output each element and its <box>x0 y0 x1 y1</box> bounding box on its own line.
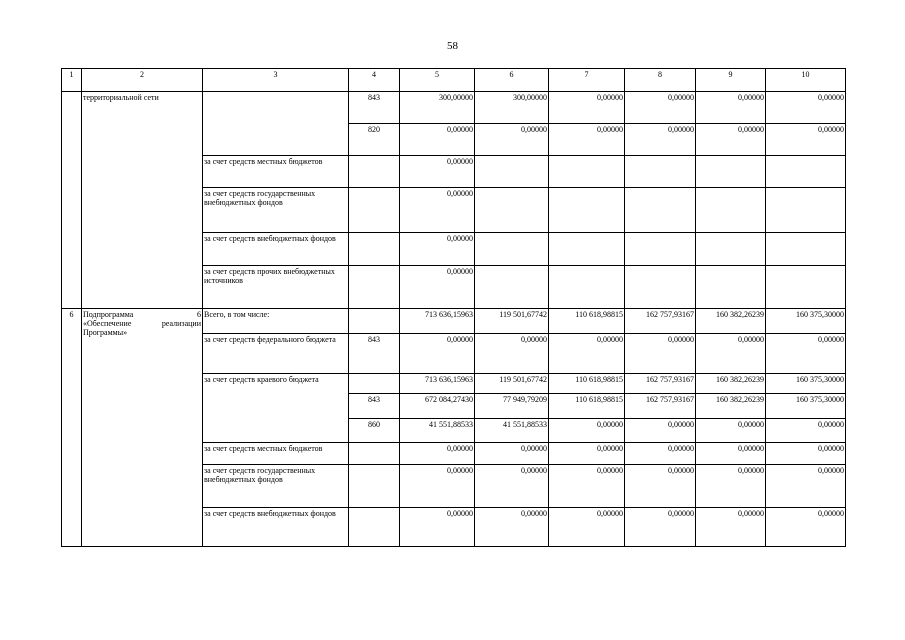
header-cell: 1 <box>62 69 82 92</box>
header-cell: 6 <box>475 69 549 92</box>
value-cell: 0,00000 <box>625 92 696 124</box>
value-cell: 0,00000 <box>766 419 846 443</box>
value-cell: 0,00000 <box>549 92 625 124</box>
value-cell: 0,00000 <box>696 419 766 443</box>
program-name-text: Программы» <box>83 328 128 338</box>
code-cell <box>349 233 400 266</box>
funding-source-cell: за счет средств краевого бюджета <box>203 374 349 443</box>
value-cell: 160 375,30000 <box>766 374 846 394</box>
value-cell: 119 501,67742 <box>475 374 549 394</box>
value-cell <box>625 188 696 233</box>
value-cell: 160 382,26239 <box>696 374 766 394</box>
value-cell <box>766 233 846 266</box>
value-cell: 0,00000 <box>625 124 696 156</box>
value-cell: 0,00000 <box>696 508 766 547</box>
value-cell <box>549 266 625 309</box>
value-cell: 0,00000 <box>696 465 766 508</box>
value-cell: 300,00000 <box>400 92 475 124</box>
value-cell: 0,00000 <box>400 188 475 233</box>
value-cell: 110 618,98815 <box>549 374 625 394</box>
funding-source-cell: за счет средств прочих внебюджетных источников <box>203 266 349 309</box>
funding-source-cell: за счет средств государственных внебюджетных фондов <box>203 465 349 508</box>
value-cell <box>766 156 846 188</box>
value-cell: 0,00000 <box>766 124 846 156</box>
value-cell: 0,00000 <box>625 465 696 508</box>
header-cell: 7 <box>549 69 625 92</box>
value-cell: 0,00000 <box>625 419 696 443</box>
value-cell: 162 757,93167 <box>625 374 696 394</box>
value-cell: 119 501,67742 <box>475 309 549 334</box>
value-cell: 713 636,15963 <box>400 374 475 394</box>
value-cell: 0,00000 <box>625 334 696 374</box>
value-cell: 160 375,30000 <box>766 309 846 334</box>
value-cell: 0,00000 <box>696 334 766 374</box>
table-row <box>62 92 846 124</box>
value-cell <box>475 233 549 266</box>
code-cell <box>349 188 400 233</box>
value-cell: 162 757,93167 <box>625 309 696 334</box>
value-cell: 0,00000 <box>625 508 696 547</box>
value-cell: 110 618,98815 <box>549 394 625 419</box>
value-cell: 0,00000 <box>766 334 846 374</box>
value-cell: 160 382,26239 <box>696 309 766 334</box>
code-cell: 843 <box>349 334 400 374</box>
value-cell: 0,00000 <box>625 443 696 465</box>
value-cell: 713 636,15963 <box>400 309 475 334</box>
value-cell: 0,00000 <box>766 465 846 508</box>
value-cell: 0,00000 <box>696 92 766 124</box>
value-cell: 0,00000 <box>475 443 549 465</box>
value-cell <box>549 156 625 188</box>
funding-source-cell: за счет средств местных бюджетов <box>203 443 349 465</box>
value-cell: 300,00000 <box>475 92 549 124</box>
value-cell <box>549 233 625 266</box>
header-cell: 9 <box>696 69 766 92</box>
value-cell <box>475 266 549 309</box>
value-cell <box>475 156 549 188</box>
value-cell <box>696 266 766 309</box>
value-cell: 0,00000 <box>475 465 549 508</box>
activity-name-cell: территориальной сети <box>82 92 203 309</box>
funding-source-cell: за счет средств федерального бюджета <box>203 334 349 374</box>
value-cell <box>625 266 696 309</box>
program-name-text: «Обеспечение <box>83 319 132 329</box>
value-cell: 41 551,88533 <box>400 419 475 443</box>
header-cell: 8 <box>625 69 696 92</box>
value-cell: 0,00000 <box>400 465 475 508</box>
value-cell <box>766 266 846 309</box>
program-name-text: реализации <box>161 319 201 329</box>
code-cell <box>349 508 400 547</box>
header-row <box>62 69 846 92</box>
value-cell <box>696 156 766 188</box>
value-cell: 0,00000 <box>766 92 846 124</box>
value-cell <box>696 233 766 266</box>
value-cell: 0,00000 <box>549 508 625 547</box>
value-cell: 0,00000 <box>400 508 475 547</box>
funding-source-cell: за счет средств внебюджетных фондов <box>203 233 349 266</box>
value-cell: 0,00000 <box>400 124 475 156</box>
code-cell <box>349 443 400 465</box>
budget-table <box>61 68 846 547</box>
value-cell: 0,00000 <box>549 419 625 443</box>
code-cell: 820 <box>349 124 400 156</box>
value-cell: 0,00000 <box>549 465 625 508</box>
row-number-cell <box>62 92 82 309</box>
code-cell: 843 <box>349 92 400 124</box>
value-cell: 0,00000 <box>766 443 846 465</box>
code-cell <box>349 309 400 334</box>
value-cell: 0,00000 <box>549 443 625 465</box>
value-cell: 0,00000 <box>400 233 475 266</box>
value-cell <box>696 188 766 233</box>
code-cell: 843 <box>349 394 400 419</box>
value-cell <box>549 188 625 233</box>
value-cell: 0,00000 <box>549 124 625 156</box>
value-cell: 0,00000 <box>400 334 475 374</box>
header-cell: 10 <box>766 69 846 92</box>
program-name-text: 6 <box>197 310 201 319</box>
header-cell: 5 <box>400 69 475 92</box>
value-cell: 672 084,27430 <box>400 394 475 419</box>
header-cell: 3 <box>203 69 349 92</box>
code-cell <box>349 156 400 188</box>
value-cell: 0,00000 <box>475 124 549 156</box>
header-cell: 4 <box>349 69 400 92</box>
value-cell: 160 382,26239 <box>696 394 766 419</box>
value-cell: 0,00000 <box>549 334 625 374</box>
value-cell: 110 618,98815 <box>549 309 625 334</box>
code-cell: 860 <box>349 419 400 443</box>
value-cell <box>766 188 846 233</box>
code-cell <box>349 374 400 394</box>
code-cell <box>349 465 400 508</box>
funding-source-cell <box>203 92 349 156</box>
value-cell: 0,00000 <box>696 124 766 156</box>
value-cell: 0,00000 <box>400 156 475 188</box>
header-cell: 2 <box>82 69 203 92</box>
value-cell: 0,00000 <box>400 443 475 465</box>
value-cell: 162 757,93167 <box>625 394 696 419</box>
value-cell: 0,00000 <box>766 508 846 547</box>
program-name-text: Подпрограмма <box>83 310 134 319</box>
value-cell: 0,00000 <box>696 443 766 465</box>
program-name-cell <box>82 309 203 547</box>
value-cell <box>625 233 696 266</box>
value-cell: 0,00000 <box>400 266 475 309</box>
value-cell: 0,00000 <box>475 334 549 374</box>
value-cell <box>625 156 696 188</box>
funding-source-cell: Всего, в том числе: <box>203 309 349 334</box>
value-cell: 160 375,30000 <box>766 394 846 419</box>
table-row <box>62 309 846 334</box>
value-cell: 41 551,88533 <box>475 419 549 443</box>
page-number: 58 <box>447 40 458 52</box>
funding-source-cell: за счет средств внебюджетных фондов <box>203 508 349 547</box>
funding-source-cell: за счет средств местных бюджетов <box>203 156 349 188</box>
value-cell: 0,00000 <box>475 508 549 547</box>
code-cell <box>349 266 400 309</box>
value-cell: 77 949,79209 <box>475 394 549 419</box>
value-cell <box>475 188 549 233</box>
row-number-cell: 6 <box>62 309 82 547</box>
funding-source-cell: за счет средств государственных внебюджетных фондов <box>203 188 349 233</box>
